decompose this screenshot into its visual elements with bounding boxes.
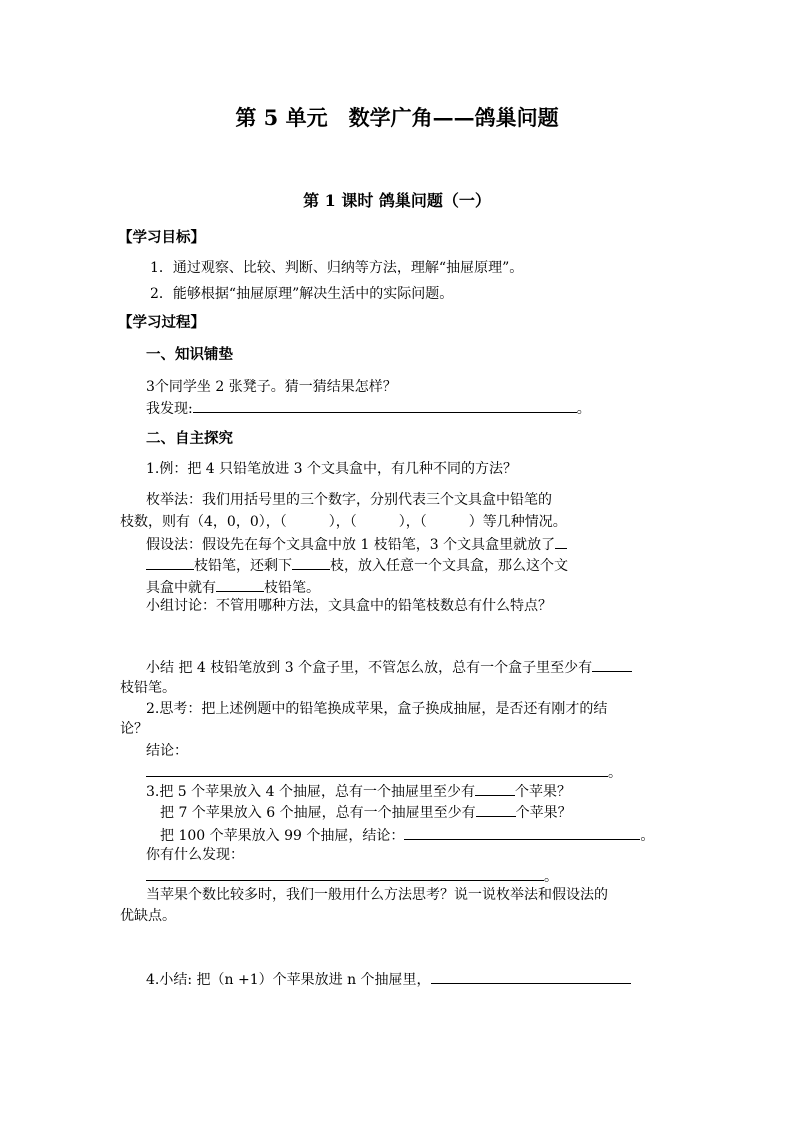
q3-text-a: 3.把 5 个苹果放入 4 个抽屉，总有一个抽屉里至少有 xyxy=(146,784,475,800)
summary-1-line-1 xyxy=(146,657,632,677)
part1-question: 3个同学坐 2 张凳子。猜一猜结果怎样？ xyxy=(146,379,397,395)
assume-blank-1b[interactable] xyxy=(146,555,194,570)
finding-blank[interactable] xyxy=(193,398,577,413)
question-2-line-1: 2.思考：把上述例题中的铅笔换成苹果，盒子换成抽屉，是否还有刚才的结 xyxy=(146,701,608,717)
enum-line-1: 枚举法：我们用括号里的三个数字，分别代表三个文具盒中铅笔的 xyxy=(146,492,552,508)
group-discussion: 小组讨论：不管用哪种方法，文具盒中的铅笔枝数总有什么特点？ xyxy=(146,598,552,614)
q4-text: 4.小结: 把（n +1）个苹果放进 n 个抽屉里， xyxy=(146,972,431,988)
q3-text-e: 把 100 个苹果放入 99 个抽屉，结论： xyxy=(160,828,405,844)
goals-header: 【学习目标】 xyxy=(118,229,205,246)
question-3-line-3 xyxy=(160,825,654,845)
finding-suffix: 。 xyxy=(576,401,591,417)
conclusion-label: 结论： xyxy=(146,743,188,759)
enum-line-2 xyxy=(120,513,567,531)
goal-2: 2．能够根据“抽屉原理”解决生活中的实际问题。 xyxy=(150,286,454,302)
q3-blank-2[interactable] xyxy=(476,802,516,817)
assume-text-e: 枝铅笔。 xyxy=(264,580,320,596)
many-apples-line-2: 优缺点。 xyxy=(120,908,176,924)
assume-blank-2[interactable] xyxy=(292,555,330,570)
assume-text-a: 假设法：假设先在每个文具盒中放 1 枝铅笔，3 个文具盒里就放了 xyxy=(146,537,556,553)
found-label: 你有什么发现： xyxy=(146,847,244,863)
question-3-line-2 xyxy=(160,802,572,822)
summary-1-blank[interactable] xyxy=(592,657,632,672)
assume-line-2 xyxy=(146,555,568,575)
q3-blank-3[interactable] xyxy=(404,825,640,840)
assume-text-c: 枝，放入任意一个文具盒，那么这个文 xyxy=(330,558,568,574)
summary-1-line-2: 枝铅笔。 xyxy=(120,680,176,696)
summary-1-text: 小结 把 4 枝铅笔放到 3 个盒子里，不管怎么放，总有一个盒子里至少有 xyxy=(146,660,593,676)
assume-line-1 xyxy=(146,534,567,554)
q3-text-f: 。 xyxy=(640,828,655,844)
part2-header: 二、自主探究 xyxy=(146,430,233,447)
many-apples-line-1: 当苹果个数比较多时，我们一般用什么方法思考？说一说枚举法和假设法的 xyxy=(146,887,608,903)
q4-blank[interactable] xyxy=(431,969,631,984)
found-suffix: 。 xyxy=(544,869,558,885)
page-title: 第 5 单元 数学广角——鸽巢问题 xyxy=(235,105,559,130)
assume-text-b: 枝铅笔，还剩下 xyxy=(194,558,292,574)
assume-blank-1a[interactable] xyxy=(555,534,567,549)
conclusion-answer xyxy=(146,762,622,782)
enum-text-a: 枝数，则有（4，0，0），（ xyxy=(120,514,287,530)
question-4 xyxy=(146,969,631,989)
question-1: 1.例：把 4 只铅笔放进 3 个文具盒中，有几种不同的方法？ xyxy=(146,461,517,477)
q3-text-d: 个苹果？ xyxy=(515,805,572,821)
found-blank[interactable] xyxy=(146,866,544,881)
q3-blank-1[interactable] xyxy=(475,781,515,796)
assume-line-3 xyxy=(146,577,320,597)
q3-text-c: 把 7 个苹果放入 6 个抽屉，总有一个抽屉里至少有 xyxy=(160,805,476,821)
q3-text-b: 个苹果？ xyxy=(514,784,571,800)
assume-text-d: 具盒中就有 xyxy=(146,580,216,596)
question-2-line-2: 论？ xyxy=(120,721,148,737)
conclusion-suffix: 。 xyxy=(608,765,622,781)
found-answer xyxy=(146,866,558,886)
finding-label: 我发现: xyxy=(146,401,193,417)
enum-text-c: ），（ xyxy=(398,514,427,530)
part1-finding xyxy=(146,398,591,418)
process-header: 【学习过程】 xyxy=(118,314,205,331)
assume-blank-3[interactable] xyxy=(216,577,264,592)
enum-text-b: ），（ xyxy=(328,514,357,530)
conclusion-blank[interactable] xyxy=(146,762,608,777)
enum-text-d: ）等几种情况。 xyxy=(468,514,567,530)
goal-1: 1．通过观察、比较、判断、归纳等方法，理解“抽屉原理”。 xyxy=(150,260,524,276)
question-3-line-1 xyxy=(146,781,571,801)
lesson-subtitle: 第 1 课时 鸽巢问题（一） xyxy=(303,191,491,210)
part1-header: 一、知识铺垫 xyxy=(146,346,233,363)
